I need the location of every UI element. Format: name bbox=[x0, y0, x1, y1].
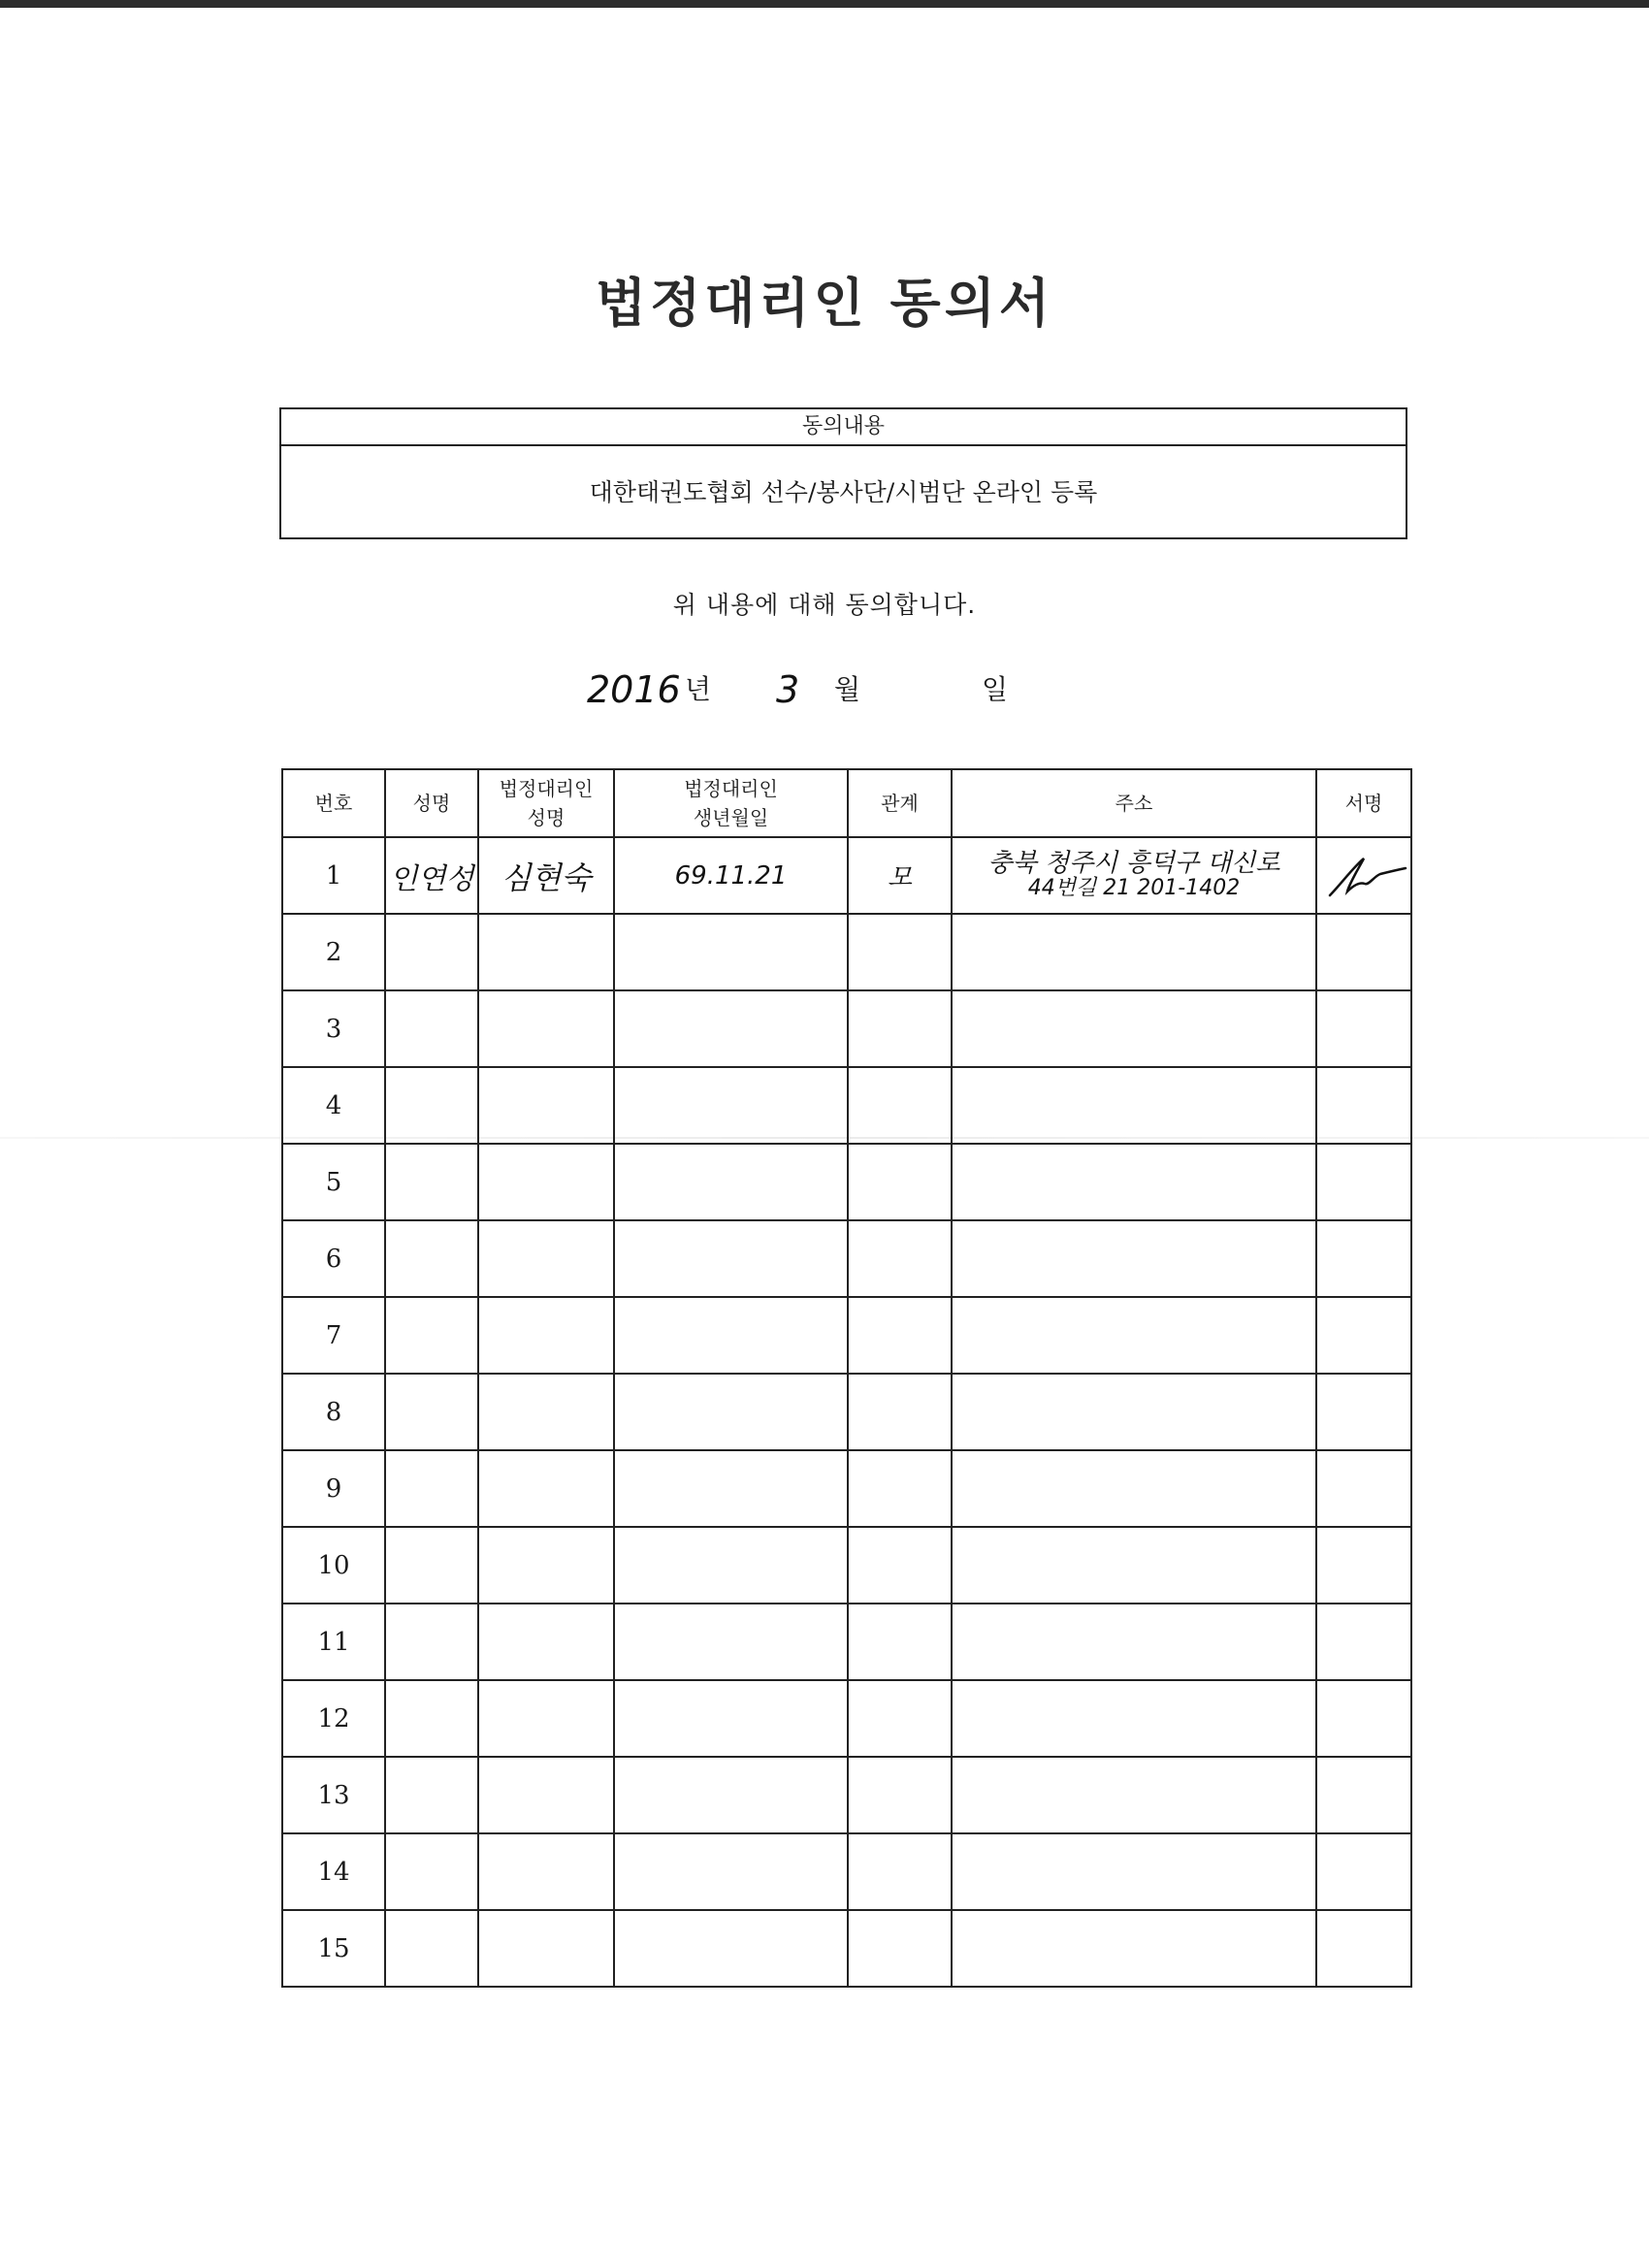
row-number: 11 bbox=[282, 1604, 385, 1680]
table-row bbox=[282, 1604, 1411, 1680]
row-address-line2: 44번길 21 201-1402 bbox=[1027, 875, 1241, 900]
table-row bbox=[282, 1910, 1411, 1987]
row-number: 14 bbox=[282, 1833, 385, 1910]
table-row bbox=[282, 1374, 1411, 1450]
row-number: 3 bbox=[282, 990, 385, 1067]
row-number: 6 bbox=[282, 1220, 385, 1297]
row-number: 12 bbox=[282, 1680, 385, 1757]
guardian-registry-table bbox=[281, 768, 1412, 1988]
table-row bbox=[282, 914, 1411, 990]
row-number: 15 bbox=[282, 1910, 385, 1987]
row-number: 5 bbox=[282, 1144, 385, 1220]
row-number: 9 bbox=[282, 1450, 385, 1527]
table-row bbox=[282, 1220, 1411, 1297]
row-number: 4 bbox=[282, 1067, 385, 1144]
table-row bbox=[282, 990, 1411, 1067]
table-row bbox=[282, 1297, 1411, 1374]
table-header-row bbox=[282, 769, 1411, 837]
row-number: 8 bbox=[282, 1374, 385, 1450]
row-name: 인연성 bbox=[385, 837, 478, 914]
header-signature: 서명 bbox=[1316, 769, 1411, 837]
header-guardian-name-line1: 법정대리인 bbox=[499, 777, 594, 800]
date-year-unit: 년 bbox=[685, 673, 712, 705]
signature-mark bbox=[1320, 847, 1407, 905]
table-row bbox=[282, 1144, 1411, 1220]
row-number: 7 bbox=[282, 1297, 385, 1374]
header-guardian-birth bbox=[614, 769, 848, 837]
consent-header: 동의내용 bbox=[281, 409, 1406, 446]
table-row bbox=[282, 1450, 1411, 1527]
row-number: 2 bbox=[282, 914, 385, 990]
row-guardian-name: 심현숙 bbox=[478, 837, 614, 914]
date-month: 3 bbox=[776, 668, 800, 711]
consent-box bbox=[279, 407, 1407, 539]
row-address-line1: 충북 청주시 흥덕구 대신로 bbox=[987, 848, 1280, 878]
row-relation: 모 bbox=[848, 837, 952, 914]
date-day-unit: 일 bbox=[982, 673, 1009, 705]
table-row bbox=[282, 1527, 1411, 1604]
row-address bbox=[952, 837, 1316, 914]
header-address: 주소 bbox=[952, 769, 1316, 837]
header-no: 번호 bbox=[282, 769, 385, 837]
table-row bbox=[282, 837, 1411, 914]
table-row bbox=[282, 1067, 1411, 1144]
header-guardian-name bbox=[478, 769, 614, 837]
table-row bbox=[282, 1680, 1411, 1757]
row-signature bbox=[1316, 837, 1411, 914]
table-row bbox=[282, 1757, 1411, 1833]
agree-statement: 위 내용에 대해 동의합니다. bbox=[672, 591, 977, 619]
document-title: 법정대리인 동의서 bbox=[595, 273, 1054, 334]
header-guardian-name-line2: 성명 bbox=[527, 806, 566, 829]
header-name: 성명 bbox=[385, 769, 478, 837]
row-number: 10 bbox=[282, 1527, 385, 1604]
row-number: 1 bbox=[282, 837, 385, 914]
table-row bbox=[282, 1833, 1411, 1910]
header-guardian-birth-line2: 생년월일 bbox=[693, 806, 769, 829]
header-guardian-birth-line1: 법정대리인 bbox=[684, 777, 778, 800]
row-guardian-birth: 69.11.21 bbox=[614, 837, 848, 914]
row-number: 13 bbox=[282, 1757, 385, 1833]
header-relation: 관계 bbox=[848, 769, 952, 837]
consent-body: 대한태권도협회 선수/봉사단/시범단 온라인 등록 bbox=[589, 478, 1098, 506]
date-month-unit: 월 bbox=[834, 673, 861, 705]
date-year: 2016 bbox=[587, 668, 681, 711]
scan-top-edge bbox=[0, 0, 1649, 8]
